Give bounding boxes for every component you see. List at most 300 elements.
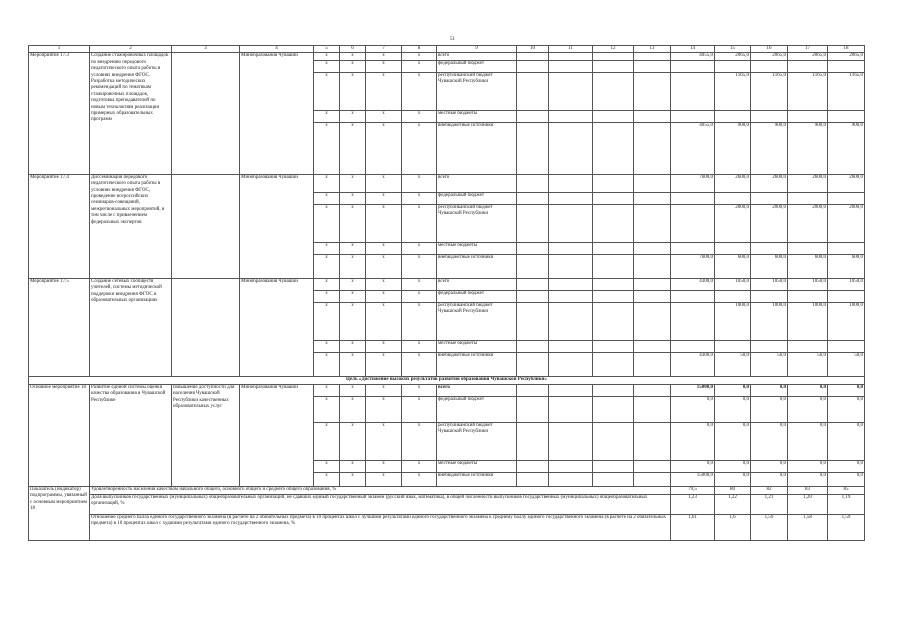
column-number: 3 bbox=[172, 46, 240, 53]
amount-c16: 0,0 bbox=[751, 460, 788, 472]
amount-c15: 1000,0 bbox=[715, 302, 751, 340]
amount-c17: 900,0 bbox=[788, 122, 828, 174]
indicator-value: 1,59 bbox=[828, 514, 865, 540]
amount-c14 bbox=[671, 110, 715, 122]
empty-cell bbox=[549, 460, 593, 472]
empty-cell bbox=[549, 290, 593, 302]
amount-c14 bbox=[671, 204, 715, 242]
amount-c18: 50,0 bbox=[828, 352, 865, 376]
x-mark: х bbox=[366, 302, 402, 340]
empty-cell bbox=[549, 472, 593, 486]
empty-cell bbox=[517, 472, 549, 486]
x-mark: х bbox=[366, 242, 402, 254]
expected-result bbox=[172, 278, 240, 376]
amount-c15 bbox=[715, 340, 751, 352]
empty-cell bbox=[517, 174, 549, 192]
x-mark: х bbox=[366, 254, 402, 278]
indicator-value: 1,59 bbox=[751, 514, 788, 540]
empty-cell bbox=[634, 122, 671, 174]
amount-c18 bbox=[828, 60, 865, 72]
amount-c16 bbox=[751, 340, 788, 352]
x-mark: х bbox=[402, 254, 437, 278]
empty-cell bbox=[549, 204, 593, 242]
empty-cell bbox=[517, 384, 549, 396]
x-mark: х bbox=[314, 60, 340, 72]
amount-c16: 0,0 bbox=[751, 422, 788, 460]
x-mark: х bbox=[366, 192, 402, 204]
x-mark: х bbox=[340, 460, 366, 472]
x-mark: х bbox=[340, 302, 366, 340]
amount-c16: 2600,0 bbox=[751, 174, 788, 192]
empty-cell bbox=[549, 72, 593, 110]
x-mark: х bbox=[340, 472, 366, 486]
amount-c17 bbox=[788, 340, 828, 352]
x-mark: х bbox=[314, 460, 340, 472]
empty-cell bbox=[517, 290, 549, 302]
amount-c18 bbox=[828, 290, 865, 302]
funding-source: федеральный бюджет bbox=[437, 60, 517, 72]
empty-cell bbox=[593, 422, 634, 460]
amount-c16 bbox=[751, 110, 788, 122]
amount-c15 bbox=[715, 110, 751, 122]
amount-c18: 0,0 bbox=[828, 422, 865, 460]
x-mark: х bbox=[314, 122, 340, 174]
amount-c17: 0,0 bbox=[788, 472, 828, 486]
empty-cell bbox=[593, 384, 634, 396]
amount-c16: 1050,0 bbox=[751, 278, 788, 290]
x-mark: х bbox=[366, 384, 402, 396]
amount-c18: 900,0 bbox=[828, 122, 865, 174]
indicator-text: Доля выпускников государственных (муниципальных) общеобразовательных организаций, не сдавших единый государственный экзамен (русский язык, математика), в общей численности выпускников государственных (муниципальных) общеобразовательных организаций, % bbox=[90, 494, 671, 514]
funding-source: внебюджетные источники bbox=[437, 472, 517, 486]
empty-cell bbox=[517, 254, 549, 278]
empty-cell bbox=[593, 60, 634, 72]
x-mark: х bbox=[402, 290, 437, 302]
column-number: 16 bbox=[751, 46, 788, 53]
funding-source: внебюджетные источники bbox=[437, 352, 517, 376]
x-mark: х bbox=[314, 302, 340, 340]
empty-cell bbox=[517, 60, 549, 72]
funding-row bbox=[29, 53, 865, 60]
indicator-label: Показатель (индикатор) подпрограммы, увязанный с основным мероприятием 18 bbox=[29, 486, 90, 540]
column-number: 11 bbox=[549, 46, 593, 53]
empty-cell bbox=[593, 192, 634, 204]
empty-cell bbox=[634, 192, 671, 204]
x-mark: х bbox=[402, 242, 437, 254]
amount-c17: 0,0 bbox=[788, 396, 828, 422]
empty-cell bbox=[634, 396, 671, 422]
x-mark: х bbox=[314, 384, 340, 396]
x-mark: х bbox=[340, 352, 366, 376]
empty-cell bbox=[593, 242, 634, 254]
x-mark: х bbox=[340, 192, 366, 204]
x-mark: х bbox=[340, 242, 366, 254]
amount-c18: 2600,0 bbox=[828, 174, 865, 192]
empty-cell bbox=[517, 204, 549, 242]
amount-c15: 0,0 bbox=[715, 422, 751, 460]
x-mark: х bbox=[366, 72, 402, 110]
funding-source: республиканский бюджет Чувашской Республики bbox=[437, 72, 517, 110]
empty-cell bbox=[593, 396, 634, 422]
x-mark: х bbox=[402, 422, 437, 460]
indicator-value: 1,23 bbox=[671, 494, 715, 514]
amount-c14 bbox=[671, 290, 715, 302]
empty-cell bbox=[593, 53, 634, 60]
amount-c15 bbox=[715, 192, 751, 204]
amount-c18: 0,0 bbox=[828, 460, 865, 472]
amount-c16: 50,0 bbox=[751, 352, 788, 376]
indicator-row bbox=[29, 494, 865, 514]
x-mark: х bbox=[402, 204, 437, 242]
x-mark: х bbox=[314, 254, 340, 278]
x-mark: х bbox=[402, 72, 437, 110]
amount-c15: 900,0 bbox=[715, 122, 751, 174]
amount-c14: 4300,0 bbox=[671, 352, 715, 376]
amount-c18: 0,0 bbox=[828, 396, 865, 422]
x-mark: х bbox=[402, 53, 437, 60]
x-mark: х bbox=[340, 174, 366, 192]
empty-cell bbox=[634, 53, 671, 60]
x-mark: х bbox=[314, 290, 340, 302]
column-number: 6 bbox=[340, 46, 366, 53]
amount-c15: 2600,0 bbox=[715, 174, 751, 192]
empty-cell bbox=[517, 396, 549, 422]
amount-c16: 0,0 bbox=[751, 472, 788, 486]
amount-c18: 1000,0 bbox=[828, 302, 865, 340]
x-mark: х bbox=[340, 53, 366, 60]
column-number: 5 bbox=[314, 46, 340, 53]
amount-c17: 1000,0 bbox=[788, 302, 828, 340]
x-mark: х bbox=[402, 278, 437, 290]
indicator-text: Отношение среднего балла единого государственного экзамена (в расчете на 2 обязательных предмета) в 10 процентах школ с лучшими результатами единого государственного экзамена к среднему баллу единого государственного экзамена (в расчете на 2 обязательных предмета) в 10 процентах школ с худшими результатами единого государственного экзамена, % bbox=[90, 514, 671, 540]
empty-cell bbox=[593, 278, 634, 290]
amount-c17: 0,0 bbox=[788, 384, 828, 396]
empty-cell bbox=[634, 60, 671, 72]
amount-c17: 1050,0 bbox=[788, 278, 828, 290]
column-number: 9 bbox=[437, 46, 517, 53]
x-mark: х bbox=[314, 340, 340, 352]
amount-c16: 2065,0 bbox=[751, 53, 788, 60]
empty-cell bbox=[593, 174, 634, 192]
column-number: 15 bbox=[715, 46, 751, 53]
funding-source: республиканский бюджет Чувашской Республики bbox=[437, 204, 517, 242]
x-mark: х bbox=[366, 278, 402, 290]
amount-c14 bbox=[671, 60, 715, 72]
empty-cell bbox=[634, 290, 671, 302]
empty-cell bbox=[593, 204, 634, 242]
amount-c15: 1050,0 bbox=[715, 278, 751, 290]
funding-source: всего bbox=[437, 174, 517, 192]
amount-c17 bbox=[788, 290, 828, 302]
amount-c14: 4300,0 bbox=[671, 278, 715, 290]
indicator-text: Удовлетворенность населения качеством начального общего, основного общего и среднего общего образования, % bbox=[90, 486, 671, 494]
funding-source: всего bbox=[437, 278, 517, 290]
amount-c15: 0,0 bbox=[715, 472, 751, 486]
funding-row bbox=[29, 384, 865, 396]
x-mark: х bbox=[366, 352, 402, 376]
amount-c14: 4055,0 bbox=[671, 53, 715, 60]
expected-result bbox=[172, 174, 240, 278]
x-mark: х bbox=[340, 340, 366, 352]
indicator-value: 1,19 bbox=[828, 494, 865, 514]
amount-c16: 0,0 bbox=[751, 396, 788, 422]
amount-c15 bbox=[715, 290, 751, 302]
empty-cell bbox=[549, 352, 593, 376]
amount-c15: 600,0 bbox=[715, 254, 751, 278]
empty-cell bbox=[634, 384, 671, 396]
empty-cell bbox=[593, 460, 634, 472]
amount-c14 bbox=[671, 192, 715, 204]
amount-c17 bbox=[788, 60, 828, 72]
x-mark: х bbox=[314, 174, 340, 192]
funding-source: республиканский бюджет Чувашской Республики bbox=[437, 422, 517, 460]
empty-cell bbox=[549, 254, 593, 278]
x-mark: х bbox=[366, 53, 402, 60]
amount-c17: 2600,0 bbox=[788, 174, 828, 192]
x-mark: х bbox=[366, 204, 402, 242]
amount-c14: 0,0 bbox=[671, 396, 715, 422]
amount-c17: 0,0 bbox=[788, 460, 828, 472]
funding-source: местные бюджеты bbox=[437, 110, 517, 122]
amount-c18: 2065,0 bbox=[828, 53, 865, 60]
empty-cell bbox=[517, 352, 549, 376]
x-mark: х bbox=[314, 192, 340, 204]
amount-c15 bbox=[715, 242, 751, 254]
indicator-value: 79,5 bbox=[671, 486, 715, 494]
amount-c18: 0,0 bbox=[828, 472, 865, 486]
amount-c18: 1165,0 bbox=[828, 72, 865, 110]
x-mark: х bbox=[314, 204, 340, 242]
empty-cell bbox=[549, 422, 593, 460]
column-number: 14 bbox=[671, 46, 715, 53]
expected-result bbox=[172, 53, 240, 174]
x-mark: х bbox=[340, 278, 366, 290]
empty-cell bbox=[549, 278, 593, 290]
indicator-value: 1,20 bbox=[788, 494, 828, 514]
x-mark: х bbox=[340, 204, 366, 242]
amount-c15: 2065,0 bbox=[715, 53, 751, 60]
indicator-value: 80 bbox=[715, 486, 751, 494]
amount-c16: 1000,0 bbox=[751, 302, 788, 340]
amount-c15: 0,0 bbox=[715, 384, 751, 396]
x-mark: х bbox=[340, 422, 366, 460]
empty-cell bbox=[549, 110, 593, 122]
amount-c18 bbox=[828, 340, 865, 352]
indicator-row bbox=[29, 514, 865, 540]
amount-c17: 0,0 bbox=[788, 422, 828, 460]
amount-c17: 1165,0 bbox=[788, 72, 828, 110]
x-mark: х bbox=[366, 60, 402, 72]
empty-cell bbox=[549, 60, 593, 72]
indicator-value: 1,61 bbox=[671, 514, 715, 540]
x-mark: х bbox=[402, 192, 437, 204]
empty-cell bbox=[634, 278, 671, 290]
empty-cell bbox=[517, 53, 549, 60]
x-mark: х bbox=[366, 290, 402, 302]
indicator-row bbox=[29, 486, 865, 494]
amount-c17 bbox=[788, 242, 828, 254]
x-mark: х bbox=[314, 53, 340, 60]
amount-c14 bbox=[671, 302, 715, 340]
measure-description: Диссеминация передового педагогического опыта работы в условиях внедрения ФГОС, проведение всероссийских семинаров-совещаний, межрегиональных мероприятий, в том числе с привлечением федеральных экспертов bbox=[90, 174, 172, 278]
indicator-value: 83 bbox=[788, 486, 828, 494]
x-mark: х bbox=[366, 396, 402, 422]
amount-c14: 15000,0 bbox=[671, 472, 715, 486]
x-mark: х bbox=[366, 110, 402, 122]
amount-c14: 4055,0 bbox=[671, 122, 715, 174]
funding-source: федеральный бюджет bbox=[437, 290, 517, 302]
amount-c17 bbox=[788, 110, 828, 122]
amount-c18: 2000,0 bbox=[828, 204, 865, 242]
x-mark: х bbox=[366, 422, 402, 460]
x-mark: х bbox=[340, 384, 366, 396]
amount-c16: 900,0 bbox=[751, 122, 788, 174]
amount-c14 bbox=[671, 72, 715, 110]
amount-c15: 50,0 bbox=[715, 352, 751, 376]
x-mark: х bbox=[314, 72, 340, 110]
empty-cell bbox=[593, 122, 634, 174]
empty-cell bbox=[549, 384, 593, 396]
indicator-value: 82 bbox=[751, 486, 788, 494]
x-mark: х bbox=[314, 352, 340, 376]
amount-c16 bbox=[751, 60, 788, 72]
amount-c14 bbox=[671, 340, 715, 352]
measure-description: Создание сетевых сообществ учителей, системы методической поддержки внедрения ФГОС в образовательных организациях bbox=[90, 278, 172, 376]
funding-source: федеральный бюджет bbox=[437, 396, 517, 422]
page-number: 51 bbox=[450, 37, 455, 42]
empty-cell bbox=[517, 460, 549, 472]
empty-cell bbox=[593, 72, 634, 110]
empty-cell bbox=[634, 472, 671, 486]
empty-cell bbox=[634, 302, 671, 340]
empty-cell bbox=[517, 72, 549, 110]
x-mark: х bbox=[402, 122, 437, 174]
amount-c16: 1165,0 bbox=[751, 72, 788, 110]
empty-cell bbox=[593, 340, 634, 352]
amount-c14: 7600,0 bbox=[671, 254, 715, 278]
main-measure-expected-result: повышение доступности для населения Чувашской Республики качественных образовательных услуг bbox=[172, 384, 240, 486]
amount-c16 bbox=[751, 242, 788, 254]
x-mark: х bbox=[366, 122, 402, 174]
amount-c15: 0,0 bbox=[715, 460, 751, 472]
empty-cell bbox=[517, 278, 549, 290]
column-number: 18 bbox=[828, 46, 865, 53]
responsible: Минобразования Чувашии bbox=[240, 174, 314, 278]
empty-cell bbox=[517, 122, 549, 174]
x-mark: х bbox=[314, 278, 340, 290]
empty-cell bbox=[634, 174, 671, 192]
amount-c14 bbox=[671, 242, 715, 254]
x-mark: х bbox=[314, 422, 340, 460]
empty-cell bbox=[634, 422, 671, 460]
x-mark: х bbox=[366, 460, 402, 472]
x-mark: х bbox=[402, 302, 437, 340]
indicator-value: 1,6 bbox=[715, 514, 751, 540]
funding-source: внебюджетные источники bbox=[437, 254, 517, 278]
empty-cell bbox=[517, 302, 549, 340]
amount-c17: 2000,0 bbox=[788, 204, 828, 242]
x-mark: х bbox=[402, 110, 437, 122]
responsible: Минобразования Чувашии bbox=[240, 53, 314, 174]
empty-cell bbox=[593, 290, 634, 302]
funding-source: всего bbox=[437, 53, 517, 60]
empty-cell bbox=[634, 72, 671, 110]
column-number: 8 bbox=[402, 46, 437, 53]
empty-cell bbox=[549, 302, 593, 340]
x-mark: х bbox=[314, 472, 340, 486]
x-mark: х bbox=[340, 110, 366, 122]
empty-cell bbox=[593, 352, 634, 376]
amount-c17 bbox=[788, 192, 828, 204]
amount-c14: 0,0 bbox=[671, 422, 715, 460]
amount-c18 bbox=[828, 192, 865, 204]
amount-c14: 0,0 bbox=[671, 460, 715, 472]
funding-source: местные бюджеты bbox=[437, 340, 517, 352]
measure-name: Мероприятие 17.3 bbox=[29, 53, 90, 174]
empty-cell bbox=[593, 110, 634, 122]
amount-c16: 2000,0 bbox=[751, 204, 788, 242]
empty-cell bbox=[634, 254, 671, 278]
x-mark: х bbox=[366, 174, 402, 192]
indicator-value: 1,21 bbox=[751, 494, 788, 514]
amount-c15: 2000,0 bbox=[715, 204, 751, 242]
main-measure-description: Развитие единой системы оценки качества образования в Чувашской Республике bbox=[90, 384, 172, 486]
amount-c18: 600,0 bbox=[828, 254, 865, 278]
amount-c18: 1050,0 bbox=[828, 278, 865, 290]
x-mark: х bbox=[402, 396, 437, 422]
x-mark: х bbox=[366, 340, 402, 352]
empty-cell bbox=[634, 204, 671, 242]
column-number: 2 bbox=[90, 46, 172, 53]
indicator-value: 85 bbox=[828, 486, 865, 494]
empty-cell bbox=[593, 472, 634, 486]
empty-cell bbox=[549, 396, 593, 422]
amount-c18 bbox=[828, 110, 865, 122]
funding-source: федеральный бюджет bbox=[437, 192, 517, 204]
amount-c17: 600,0 bbox=[788, 254, 828, 278]
x-mark: х bbox=[340, 122, 366, 174]
goal-text: Цель «Достижение высоких результатов развития образования Чувашской Республики» bbox=[29, 376, 865, 384]
x-mark: х bbox=[402, 352, 437, 376]
program-table bbox=[28, 45, 865, 541]
column-number: 1 bbox=[29, 46, 90, 53]
x-mark: х bbox=[314, 110, 340, 122]
x-mark: х bbox=[340, 254, 366, 278]
empty-cell bbox=[517, 192, 549, 204]
measure-description: Создание стажировочных площадок по внедрению передового педагогического опыта работы в условиях внедрения ФГОС. Разработка методических рекомендаций по тематикам стажировочных площадок, подготовка преподавателей по новым технологиям реализации примерных образовательных программ bbox=[90, 53, 172, 174]
empty-cell bbox=[593, 302, 634, 340]
column-number: 13 bbox=[634, 46, 671, 53]
x-mark: х bbox=[402, 340, 437, 352]
amount-c16 bbox=[751, 290, 788, 302]
funding-source: внебюджетные источники bbox=[437, 122, 517, 174]
empty-cell bbox=[549, 53, 593, 60]
measure-name: Мероприятие 17.5 bbox=[29, 278, 90, 376]
empty-cell bbox=[517, 110, 549, 122]
empty-cell bbox=[634, 242, 671, 254]
empty-cell bbox=[517, 340, 549, 352]
empty-cell bbox=[634, 460, 671, 472]
empty-cell bbox=[517, 242, 549, 254]
amount-c16 bbox=[751, 192, 788, 204]
x-mark: х bbox=[314, 242, 340, 254]
empty-cell bbox=[549, 122, 593, 174]
empty-cell bbox=[549, 192, 593, 204]
empty-cell bbox=[593, 254, 634, 278]
empty-cell bbox=[634, 340, 671, 352]
x-mark: х bbox=[340, 72, 366, 110]
main-measure-responsible: Минобразования Чувашии bbox=[240, 384, 314, 486]
